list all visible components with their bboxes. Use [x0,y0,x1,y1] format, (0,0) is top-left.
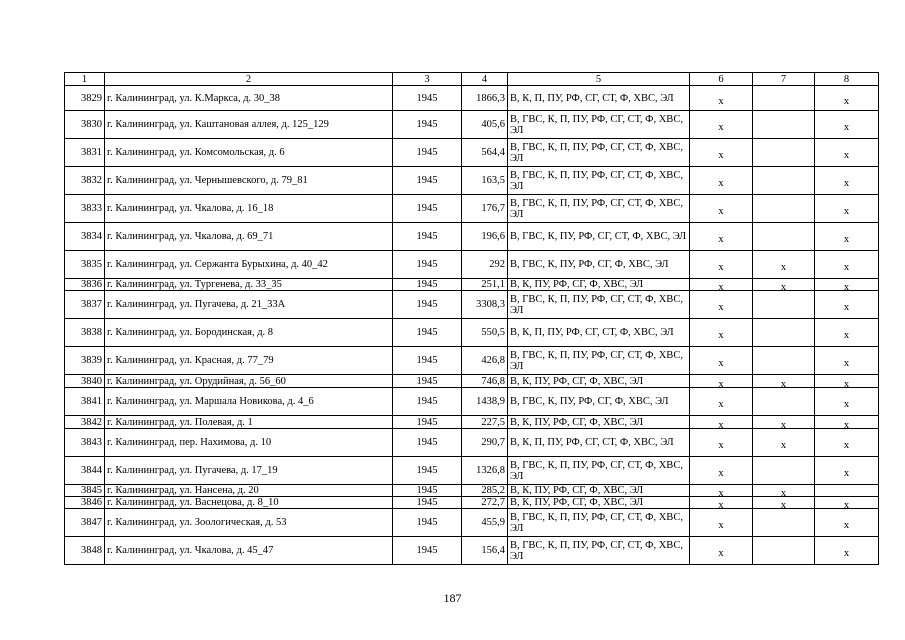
x-mark: х [718,122,724,133]
column-header: 1 [65,73,105,86]
column-8-mark [815,497,879,509]
address-cell: г. Калининград, ул. Васнецова, д. 8_10 [105,497,393,509]
column-7-mark [753,319,815,347]
column-7-mark [753,509,815,537]
table-row [65,485,879,497]
x-mark: х [718,500,724,509]
x-mark: х [843,520,850,531]
table-row [65,429,879,457]
services-cell: В, ГВС, К, ПУ, РФ, СГ, СТ, Ф, ХВС, ЭЛ [508,223,690,251]
year-cell: 1945 [393,485,462,497]
column-7-mark [753,416,815,429]
column-header: 6 [690,73,753,86]
table-row [65,279,879,291]
address-cell: г. Калининград, ул. Тургенева, д. 33_35 [105,279,393,291]
column-7-mark [753,375,815,388]
year-cell: 1945 [393,279,462,291]
x-mark: х [843,358,850,369]
x-mark: х [780,282,787,291]
year-cell: 1945 [393,291,462,319]
services-cell: В, ГВС, К, П, ПУ, РФ, СГ, СТ, Ф, ХВС, ЭЛ [508,195,690,223]
row-number: 3842 [65,416,105,429]
table-row [65,388,879,416]
year-cell: 1945 [393,223,462,251]
x-mark: х [780,262,787,273]
column-8-mark [815,195,879,223]
table-row [65,347,879,375]
row-number: 3843 [65,429,105,457]
year-cell: 1945 [393,319,462,347]
area-cell: 251,1 [462,279,508,291]
area-cell: 1326,8 [462,457,508,485]
column-header: 5 [508,73,690,86]
column-6-mark [690,86,753,111]
address-cell: г. Калининград, ул. Пугачева, д. 17_19 [105,457,393,485]
column-6-mark [690,319,753,347]
column-8-mark [815,457,879,485]
column-8-mark [815,347,879,375]
column-7-mark [753,111,815,139]
services-cell: В, ГВС, К, П, ПУ, РФ, СГ, СТ, Ф, ХВС, ЭЛ [508,537,690,565]
services-cell: В, ГВС, К, П, ПУ, РФ, СГ, СТ, Ф, ХВС, ЭЛ [508,509,690,537]
column-8-mark [815,86,879,111]
address-cell: г. Калининград, ул. Красная, д. 77_79 [105,347,393,375]
column-6-mark [690,111,753,139]
row-number: 3838 [65,319,105,347]
address-cell: г. Калининград, ул. Пугачева, д. 21_33А [105,291,393,319]
area-cell: 455,9 [462,509,508,537]
x-mark: х [718,440,724,451]
x-mark: х [780,419,787,429]
x-mark: х [718,378,724,388]
row-number: 3845 [65,485,105,497]
column-6-mark [690,485,753,497]
x-mark: х [843,282,850,291]
row-number: 3848 [65,537,105,565]
x-mark: х [843,122,850,133]
column-8-mark [815,111,879,139]
column-6-mark [690,251,753,279]
column-7-mark [753,195,815,223]
x-mark: х [718,206,724,217]
address-cell: г. Калининград, ул. Нансена, д. 20 [105,485,393,497]
row-number: 3846 [65,497,105,509]
x-mark: х [843,500,850,509]
column-number-row [65,73,879,86]
column-6-mark [690,167,753,195]
column-8-mark [815,388,879,416]
area-cell: 292 [462,251,508,279]
x-mark: х [843,262,850,273]
table-row [65,457,879,485]
services-cell: В, ГВС, К, П, ПУ, РФ, СГ, СТ, Ф, ХВС, ЭЛ [508,139,690,167]
x-mark: х [843,178,850,189]
row-number: 3835 [65,251,105,279]
table-body [65,86,879,565]
services-cell: В, ГВС, К, П, ПУ, РФ, СГ, СТ, Ф, ХВС, ЭЛ [508,291,690,319]
area-cell: 196,6 [462,223,508,251]
x-mark: х [718,468,724,479]
area-cell: 426,8 [462,347,508,375]
column-8-mark [815,167,879,195]
row-number: 3836 [65,279,105,291]
x-mark: х [718,358,724,369]
column-6-mark [690,388,753,416]
table-row [65,167,879,195]
address-cell: г. Калининград, ул. Бородинская, д. 8 [105,319,393,347]
area-cell: 156,4 [462,537,508,565]
row-number: 3830 [65,111,105,139]
area-cell: 272,7 [462,497,508,509]
column-6-mark [690,139,753,167]
column-header: 7 [753,73,815,86]
x-mark: х [718,150,724,161]
area-cell: 550,5 [462,319,508,347]
year-cell: 1945 [393,537,462,565]
services-cell: В, К, П, ПУ, РФ, СГ, СТ, Ф, ХВС, ЭЛ [508,86,690,111]
year-cell: 1945 [393,347,462,375]
x-mark: х [718,488,724,497]
x-mark: х [843,548,850,559]
column-6-mark [690,291,753,319]
column-7-mark [753,167,815,195]
row-number: 3834 [65,223,105,251]
x-mark: х [718,399,724,410]
table-row [65,223,879,251]
x-mark: х [718,95,724,107]
x-mark: х [718,548,724,559]
column-8-mark [815,416,879,429]
table-row [65,291,879,319]
address-cell: г. Калининград, ул. Полевая, д. 1 [105,416,393,429]
table-row [65,86,879,111]
column-6-mark [690,429,753,457]
services-cell: В, К, П, ПУ, РФ, СГ, СТ, Ф, ХВС, ЭЛ [508,319,690,347]
row-number: 3833 [65,195,105,223]
x-mark: х [718,302,724,313]
column-header: 3 [393,73,462,86]
column-7-mark [753,457,815,485]
column-8-mark [815,429,879,457]
column-7-mark [753,279,815,291]
table-row [65,319,879,347]
x-mark: х [718,520,724,531]
year-cell: 1945 [393,429,462,457]
address-cell: г. Калининград, ул. Чкалова, д. 45_47 [105,537,393,565]
column-header: 2 [105,73,393,86]
column-7-mark [753,429,815,457]
row-number: 3847 [65,509,105,537]
area-cell: 405,6 [462,111,508,139]
area-cell: 285,2 [462,485,508,497]
address-cell: г. Калининград, ул. Чкалова, д. 16_18 [105,195,393,223]
x-mark: х [843,440,850,451]
x-mark: х [843,468,850,479]
area-cell: 163,5 [462,167,508,195]
column-7-mark [753,537,815,565]
services-cell: В, К, ПУ, РФ, СГ, Ф, ХВС, ЭЛ [508,497,690,509]
services-cell: В, К, ПУ, РФ, СГ, Ф, ХВС, ЭЛ [508,485,690,497]
table-row [65,251,879,279]
column-6-mark [690,416,753,429]
row-number: 3841 [65,388,105,416]
address-cell: г. Калининград, ул. Зоологическая, д. 53 [105,509,393,537]
column-7-mark [753,485,815,497]
column-7-mark [753,497,815,509]
x-mark: х [718,330,724,341]
year-cell: 1945 [393,509,462,537]
year-cell: 1945 [393,195,462,223]
housing-register-table [64,72,879,565]
column-7-mark [753,251,815,279]
address-cell: г. Калининград, ул. К.Маркса, д. 30_38 [105,86,393,111]
x-mark: х [843,378,850,388]
address-cell: г. Калининград, ул. Комсомольская, д. 6 [105,139,393,167]
x-mark: х [780,500,787,509]
column-8-mark [815,251,879,279]
table-row [65,111,879,139]
area-cell: 227,5 [462,416,508,429]
year-cell: 1945 [393,457,462,485]
row-number: 3840 [65,375,105,388]
column-7-mark [753,139,815,167]
year-cell: 1945 [393,416,462,429]
column-8-mark [815,537,879,565]
year-cell: 1945 [393,251,462,279]
page-number: 187 [443,591,462,605]
table-row [65,509,879,537]
services-cell: В, К, ПУ, РФ, СГ, Ф, ХВС, ЭЛ [508,279,690,291]
address-cell: г. Калининград, ул. Сержанта Бурыхина, д. 40_42 [105,251,393,279]
services-cell: В, К, ПУ, РФ, СГ, Ф, ХВС, ЭЛ [508,416,690,429]
year-cell: 1945 [393,497,462,509]
column-7-mark [753,388,815,416]
area-cell: 746,8 [462,375,508,388]
column-6-mark [690,195,753,223]
area-cell: 176,7 [462,195,508,223]
x-mark: х [843,150,850,161]
column-7-mark [753,223,815,251]
column-header: 4 [462,73,508,86]
x-mark: х [780,378,787,388]
address-cell: г. Калининград, ул. Чернышевского, д. 79_81 [105,167,393,195]
column-8-mark [815,223,879,251]
services-cell: В, ГВС, К, П, ПУ, РФ, СГ, СТ, Ф, ХВС, ЭЛ [508,111,690,139]
services-cell: В, ГВС, К, П, ПУ, РФ, СГ, СТ, Ф, ХВС, ЭЛ [508,347,690,375]
x-mark: х [780,488,787,497]
year-cell: 1945 [393,167,462,195]
table-row [65,416,879,429]
x-mark: х [718,262,724,273]
x-mark: х [718,282,724,291]
services-cell: В, К, П, ПУ, РФ, СГ, СТ, Ф, ХВС, ЭЛ [508,429,690,457]
table-row [65,195,879,223]
x-mark: х [843,234,850,245]
x-mark: х [843,206,850,217]
x-mark: х [718,234,724,245]
column-8-mark [815,509,879,537]
x-mark: х [780,440,787,451]
table-row [65,139,879,167]
row-number: 3832 [65,167,105,195]
address-cell: г. Калининград, ул. Маршала Новикова, д. 4_6 [105,388,393,416]
year-cell: 1945 [393,139,462,167]
column-6-mark [690,537,753,565]
table-row [65,497,879,509]
row-number: 3839 [65,347,105,375]
address-cell: г. Калининград, ул. Чкалова, д. 69_71 [105,223,393,251]
services-cell: В, ГВС, К, ПУ, РФ, СГ, Ф, ХВС, ЭЛ [508,388,690,416]
column-6-mark [690,375,753,388]
x-mark: х [718,419,724,429]
x-mark: х [718,178,724,189]
address-cell: г. Калининград, ул. Орудийная, д. 56_60 [105,375,393,388]
row-number: 3844 [65,457,105,485]
year-cell: 1945 [393,375,462,388]
row-number: 3831 [65,139,105,167]
column-8-mark [815,139,879,167]
column-6-mark [690,223,753,251]
address-cell: г. Калининград, пер. Нахимова, д. 10 [105,429,393,457]
table-row [65,375,879,388]
area-cell: 1438,9 [462,388,508,416]
area-cell: 290,7 [462,429,508,457]
column-6-mark [690,497,753,509]
column-6-mark [690,509,753,537]
x-mark: х [843,95,850,107]
x-mark: х [843,330,850,341]
column-6-mark [690,347,753,375]
x-mark: х [843,302,850,313]
column-8-mark [815,319,879,347]
services-cell: В, ГВС, К, П, ПУ, РФ, СГ, СТ, Ф, ХВС, ЭЛ [508,457,690,485]
column-8-mark [815,291,879,319]
x-mark: х [843,419,850,429]
column-7-mark [753,86,815,111]
column-8-mark [815,279,879,291]
column-6-mark [690,457,753,485]
x-mark: х [843,399,850,410]
year-cell: 1945 [393,388,462,416]
column-7-mark [753,291,815,319]
column-8-mark [815,375,879,388]
area-cell: 1866,3 [462,86,508,111]
address-cell: г. Калининград, ул. Каштановая аллея, д. 125_129 [105,111,393,139]
column-7-mark [753,347,815,375]
column-8-mark [815,485,879,497]
table-row [65,537,879,565]
row-number: 3829 [65,86,105,111]
year-cell: 1945 [393,111,462,139]
services-cell: В, ГВС, К, П, ПУ, РФ, СГ, СТ, Ф, ХВС, ЭЛ [508,167,690,195]
year-cell: 1945 [393,86,462,111]
column-header: 8 [815,73,879,86]
row-number: 3837 [65,291,105,319]
area-cell: 564,4 [462,139,508,167]
services-cell: В, К, ПУ, РФ, СГ, Ф, ХВС, ЭЛ [508,375,690,388]
column-6-mark [690,279,753,291]
area-cell: 3308,3 [462,291,508,319]
services-cell: В, ГВС, К, ПУ, РФ, СГ, Ф, ХВС, ЭЛ [508,251,690,279]
